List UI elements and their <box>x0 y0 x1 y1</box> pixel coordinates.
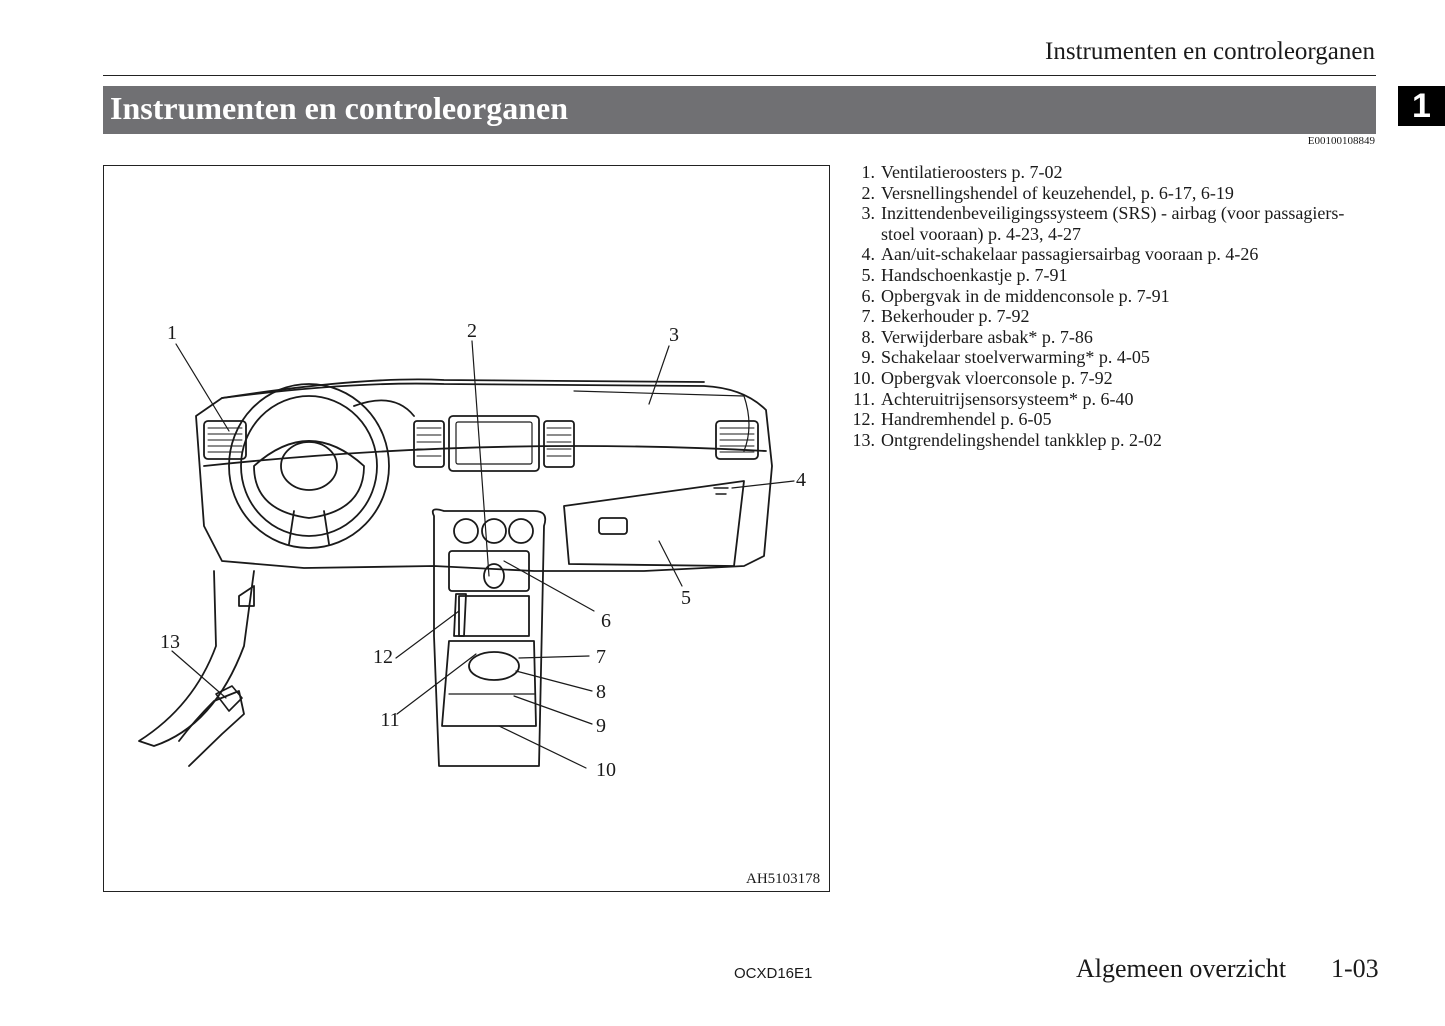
list-item: 13. Ontgrendelingshendel tankklep p. 2-02 <box>852 429 1162 450</box>
list-item: 2. Versnellingshendel of keuzehendel, p. 6-17, 6-19 <box>861 182 1234 203</box>
callout-1: 1 <box>167 322 177 344</box>
callout-6: 6 <box>601 610 611 632</box>
display-screen-icon <box>449 416 539 471</box>
callout-3: 3 <box>669 324 679 346</box>
vent-right-icon <box>716 421 758 459</box>
list-item: 11. Achteruitrijsensorsysteem* p. 6-40 <box>853 388 1134 409</box>
list-item: 8. Verwijderbare asbak* p. 7-86 <box>861 326 1093 347</box>
airbag-switch-icon <box>714 488 728 494</box>
footer-code: OCXD16E1 <box>734 965 813 982</box>
running-header: Instrumenten en controleorganen <box>1045 38 1375 65</box>
callout-12: 12 <box>373 646 393 668</box>
page-title: Instrumenten en controleorganen <box>110 90 569 126</box>
vent-center-left-icon <box>414 421 444 467</box>
list-item: 1. Ventilatieroosters p. 7-02 <box>861 162 1063 182</box>
vent-center-right-icon <box>544 421 574 467</box>
handbrake-lever-icon <box>454 594 466 636</box>
side-panel-icon <box>139 571 254 766</box>
figure-frame <box>103 165 830 892</box>
callout-7: 7 <box>596 646 606 668</box>
list-item: 10. Opbergvak vloerconsole p. 7-92 <box>852 367 1113 388</box>
callout-2: 2 <box>467 320 477 342</box>
callout-9: 9 <box>596 715 606 737</box>
callout-5: 5 <box>681 587 691 609</box>
center-console-icon <box>433 509 546 766</box>
dashboard-top-edge <box>222 379 704 398</box>
list-item: 5. Handschoenkastje p. 7-91 <box>861 264 1068 285</box>
list-item: 4. Aan/uit-schakelaar passagiersairbag vooraan p. 4-26 <box>861 244 1259 265</box>
footer-section-title: Algemeen overzicht <box>1076 954 1287 983</box>
legend-list <box>848 162 1368 450</box>
list-item: 12. Handremhendel p. 6-05 <box>852 409 1052 430</box>
list-item: 9. Schakelaar stoelverwarming* p. 4-05 <box>861 347 1150 368</box>
callout-11: 11 <box>380 709 400 731</box>
steering-wheel-icon <box>229 384 389 548</box>
figure-id: AH5103178 <box>746 871 821 887</box>
callout-4: 4 <box>796 469 806 491</box>
callout-13: 13 <box>160 631 180 653</box>
page-number: 1-03 <box>1331 954 1379 983</box>
doc-code: E00100108849 <box>1307 135 1375 147</box>
list-item: 3. Inzittendenbeveiligingssysteem (SRS) - airbag (voor passagiers-stoel vooraan) p. 4-23, 4-27 <box>861 203 1345 244</box>
header-rule <box>103 75 1376 76</box>
list-item: 6. Opbergvak in de middenconsole p. 7-91 <box>861 285 1170 306</box>
dashboard-illustration <box>104 166 828 890</box>
list-item: 7. Bekerhouder p. 7-92 <box>861 306 1030 327</box>
section-tab: 1 <box>1398 86 1445 126</box>
callout-10: 10 <box>596 759 616 781</box>
fuel-lid-lever-icon <box>216 686 242 711</box>
callout-8: 8 <box>596 681 606 703</box>
